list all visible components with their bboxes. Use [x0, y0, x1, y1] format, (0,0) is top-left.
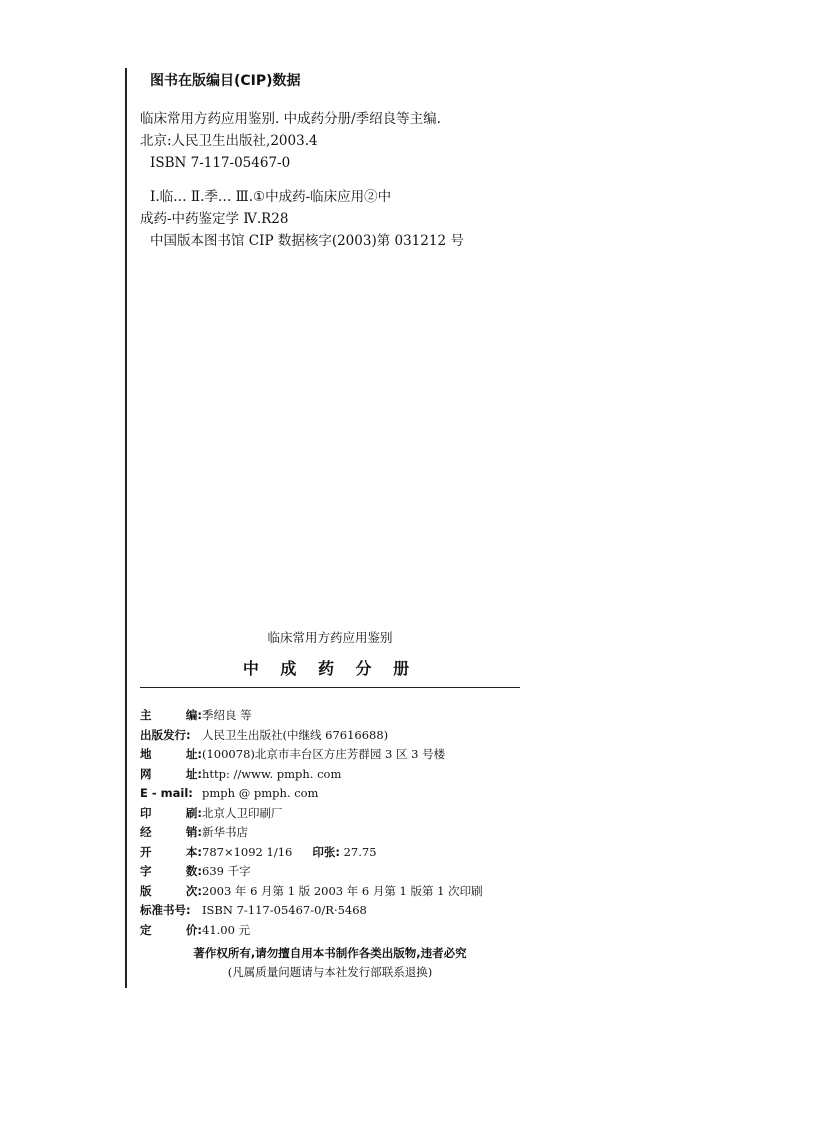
cip-line: 成药-中药鉴定学 Ⅳ.R28 [140, 211, 289, 227]
divider-rule [140, 687, 520, 688]
meta-label-part: 印 [140, 805, 152, 820]
return-policy-note: (凡属质量问题请与本社发行部联系退换) [227, 965, 433, 979]
meta-row [140, 726, 520, 746]
meta-label [140, 882, 202, 902]
cip-line: Ⅰ.临… Ⅱ.季… Ⅲ.①中成药-临床应用②中 [150, 189, 392, 205]
meta-value: 2003 年 6 月第 1 版 2003 年 6 月第 1 版第 1 次印刷 [202, 883, 483, 898]
meta-label [140, 706, 202, 726]
meta-label-part: 出版发行: [140, 727, 191, 742]
meta-label [140, 726, 202, 746]
meta-label-part: 址: [185, 747, 202, 761]
meta-row [140, 745, 520, 765]
meta-extra-value: 27.75 [343, 844, 377, 859]
meta-row [140, 784, 520, 804]
meta-label [140, 823, 202, 843]
meta-label-part: 销: [185, 825, 202, 839]
book-subtitle: 临床常用方药应用鉴别 [267, 630, 393, 645]
meta-label-part: 经 [140, 825, 152, 839]
book-title: 中 成 药 分 册 [242, 659, 418, 678]
meta-label [140, 765, 202, 785]
cip-line: 中国版本图书馆 CIP 数据核字(2003)第 031212 号 [150, 233, 464, 249]
meta-extra [312, 843, 376, 863]
meta-label [140, 784, 202, 804]
meta-row [140, 882, 520, 902]
meta-row [140, 804, 520, 824]
meta-label-part: 数: [185, 864, 202, 878]
copyright-page-block [140, 628, 520, 982]
meta-label [140, 921, 202, 941]
cip-block [140, 70, 560, 252]
cip-line: ISBN 7-117-05467-0 [150, 155, 291, 171]
meta-label [140, 745, 202, 765]
meta-label-part: 刷: [185, 805, 202, 820]
meta-label [140, 804, 202, 824]
meta-label-part: 价: [185, 922, 202, 937]
meta-value: ISBN 7-117-05467-0/R·5468 [202, 903, 367, 917]
cip-line: 临床常用方药应用鉴别. 中成药分册/季绍良等主编. [140, 111, 441, 127]
meta-extra-label: 印张: [312, 844, 340, 859]
meta-value: 新华书店 [202, 825, 248, 839]
meta-value: 北京人卫印刷厂 [202, 805, 283, 820]
meta-row [140, 706, 520, 726]
meta-label-part: 本: [185, 844, 202, 859]
meta-label [140, 862, 202, 882]
meta-value: pmph @ pmph. com [202, 786, 319, 800]
meta-row [140, 901, 520, 921]
meta-row [140, 843, 520, 863]
meta-value: (100078)北京市丰台区方庄芳群园 3 区 3 号楼 [202, 747, 446, 761]
cip-line: 北京:人民卫生出版社,2003.4 [140, 133, 318, 149]
meta-label-part: 地 [140, 747, 152, 761]
meta-label [140, 901, 202, 921]
meta-row [140, 862, 520, 882]
copyright-notice: 著作权所有,请勿擅自用本书制作各类出版物,违者必究 [193, 946, 467, 960]
meta-label-part: 标准书号: [140, 903, 191, 917]
meta-value: http: //www. pmph. com [202, 766, 342, 781]
meta-label-part: 网 [140, 766, 152, 781]
publication-meta-list [140, 706, 520, 940]
meta-label-part: E - mail: [140, 786, 193, 800]
meta-row [140, 823, 520, 843]
meta-value: 季绍良 等 [202, 708, 252, 722]
meta-row [140, 921, 520, 941]
meta-value: 人民卫生出版社(中继线 67616688) [202, 727, 389, 742]
meta-label-part: 主 [140, 708, 152, 722]
page-spine-line [125, 68, 127, 988]
meta-label-part: 开 [140, 844, 152, 859]
meta-value: 639 千字 [202, 864, 251, 878]
meta-label-part: 次: [185, 883, 202, 898]
meta-label-part: 址: [185, 766, 202, 781]
meta-label-part: 编: [185, 708, 202, 722]
meta-value: 787×1092 1/16 [202, 844, 293, 859]
meta-label-part: 字 [140, 864, 152, 878]
meta-row [140, 765, 520, 785]
meta-label [140, 843, 202, 863]
meta-label-part: 定 [140, 922, 152, 937]
meta-label-part: 版 [140, 883, 152, 898]
meta-value: 41.00 元 [202, 922, 251, 937]
cip-title: 图书在版编目(CIP)数据 [150, 73, 301, 89]
